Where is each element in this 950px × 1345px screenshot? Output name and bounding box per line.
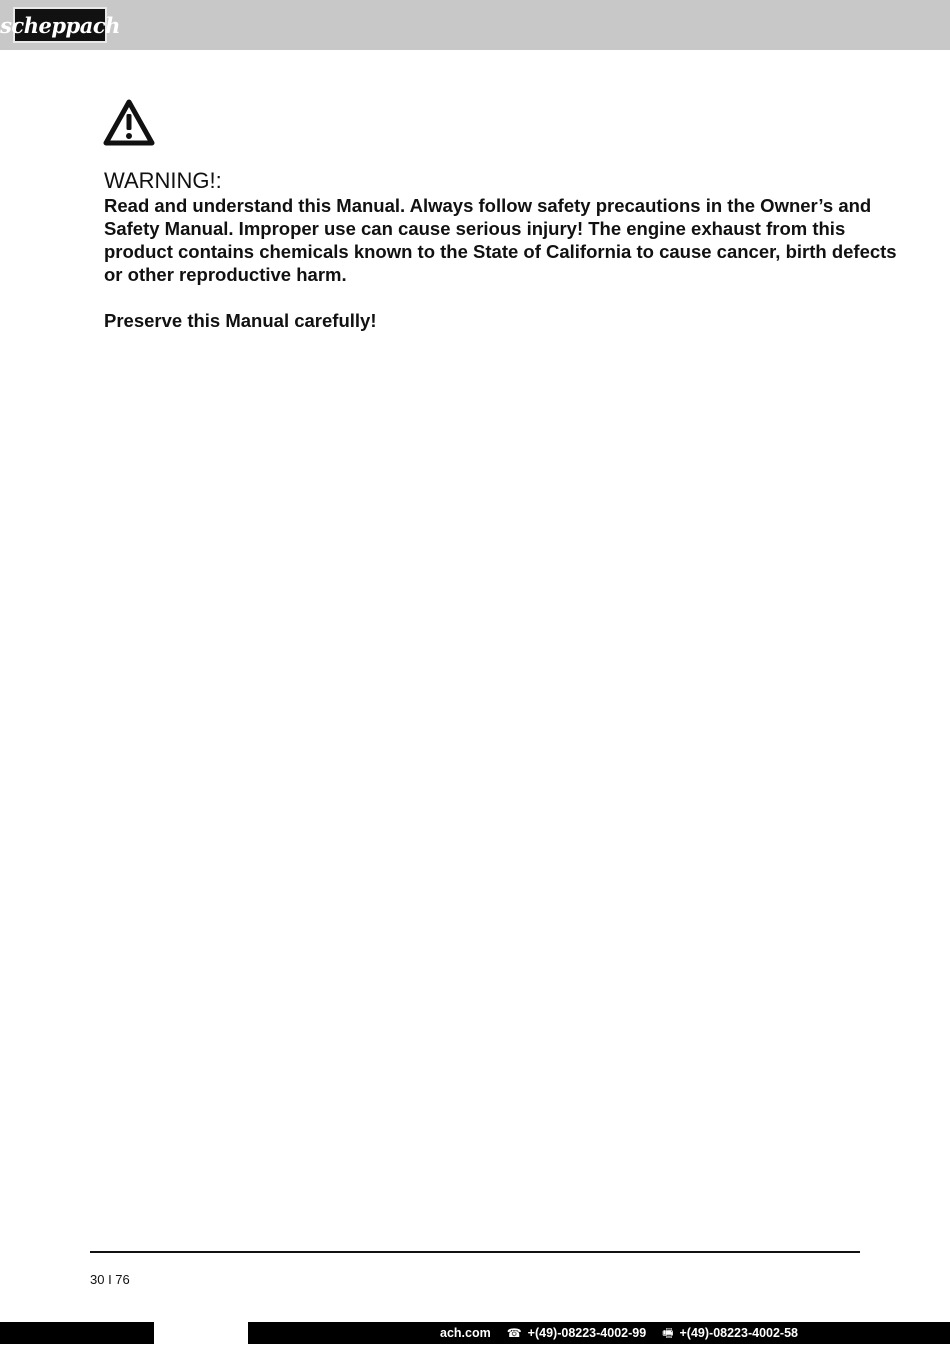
phone-number: +(49)-08223-4002-99 (527, 1326, 647, 1340)
preserve-notice: Preserve this Manual carefully! (104, 310, 377, 331)
header-bar (0, 0, 950, 50)
phone-icon: ☎ (506, 1326, 522, 1340)
page-number: 30 I 76 (90, 1272, 130, 1287)
footer-contact (440, 1325, 798, 1341)
fax-icon: 🖷 (662, 1326, 674, 1340)
footer-gap (154, 1322, 248, 1344)
warning-triangle-icon (103, 99, 155, 147)
fax-number: +(49)-08223-4002-58 (679, 1326, 798, 1340)
warning-body: Read and understand this Manual. Always follow safety precautions in the Owner’s and Safety Manual. Improper use can cause serious injury! The engine exhaust from this product contains chemicals known to the State of California to cause cancer, birth defects or other reproductive harm. (104, 195, 897, 285)
warning-title: WARNING!: (104, 168, 222, 193)
website-link[interactable]: ach.com (440, 1326, 491, 1340)
scheppach-logo: scheppach (13, 7, 107, 43)
footer-divider (90, 1251, 860, 1253)
footer-bar (0, 1322, 950, 1344)
